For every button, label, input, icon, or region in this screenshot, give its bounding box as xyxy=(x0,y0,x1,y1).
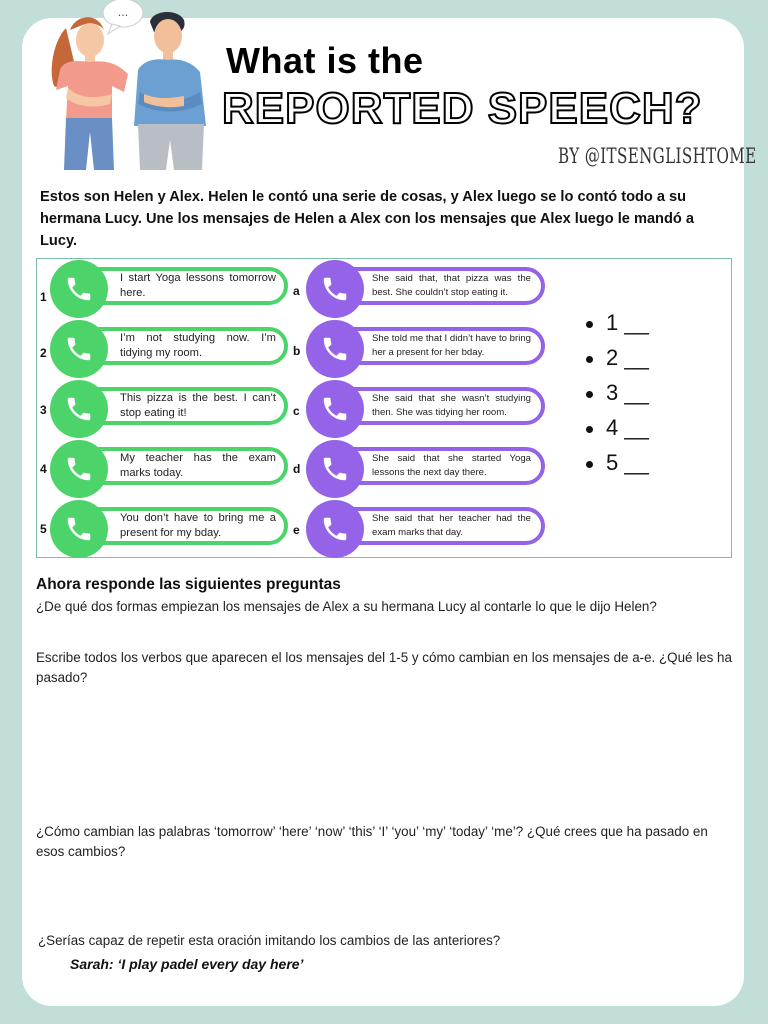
message-letter-d: d xyxy=(293,462,301,476)
message-number-5: 5 xyxy=(40,522,47,536)
alex-message-c: She said that she wasn’t studying then. She was tidying her room. xyxy=(310,387,545,425)
message-letter-a: a xyxy=(293,284,300,298)
message-number-4: 4 xyxy=(40,462,47,476)
bullet-icon xyxy=(586,391,593,398)
phone-icon xyxy=(50,500,108,558)
question-1: ¿De qué dos formas empiezan los mensajes de Alex a su hermana Lucy al contarle lo que le dijo Helen? xyxy=(36,599,657,614)
phone-icon xyxy=(306,380,364,438)
alex-message-e: She said that her teacher had the exam marks that day. xyxy=(310,507,545,545)
phone-icon xyxy=(306,260,364,318)
sarah-sentence: Sarah: ‘I play padel every day here’ xyxy=(70,956,304,972)
page-title-line1: What is the xyxy=(226,40,424,81)
phone-icon xyxy=(306,320,364,378)
helen-message-5: You don’t have to bring me a present for my bday. xyxy=(54,507,288,545)
question-2: Escribe todos los verbos que aparecen el los mensajes del 1-5 y cómo cambian en los mensajes de a-e. ¿Qué les ha pasado? xyxy=(36,650,732,685)
phone-icon xyxy=(50,440,108,498)
message-number-3: 3 xyxy=(40,403,47,417)
intro-paragraph: Estos son Helen y Alex. Helen le contó una serie de cosas, y Alex luego se lo contó todo a su hermana Lucy. Une los mensajes de Helen a Alex con los mensajes que Alex luego le mandó a Lucy. xyxy=(40,189,694,249)
bullet-icon xyxy=(586,426,593,433)
message-letter-e: e xyxy=(293,523,300,537)
helen-message-3: This pizza is the best. I can’t stop eating it! xyxy=(54,387,288,425)
bullet-icon xyxy=(586,461,593,468)
author-byline: BY @ITSENGLISHTOME xyxy=(558,144,757,168)
message-letter-c: c xyxy=(293,404,300,418)
alex-message-a: She said that, that pizza was the best. She couldn’t stop eating it. xyxy=(310,267,545,305)
helen-message-2: I’m not studying now. I’m tidying my room. xyxy=(54,327,288,365)
page-title-line2: REPORTED SPEECH? xyxy=(222,84,703,133)
helen-alex-illustration xyxy=(40,0,220,172)
phone-icon xyxy=(50,380,108,438)
question-4: ¿Serías capaz de repetir esta oración imitando los cambios de las anteriores? xyxy=(38,933,501,948)
alex-message-b: She told me that I didn’t have to bring her a present for her bday. xyxy=(310,327,545,365)
message-number-1: 1 xyxy=(40,290,47,304)
phone-icon xyxy=(50,260,108,318)
message-letter-b: b xyxy=(293,344,301,358)
answer-blank-3[interactable]: 3 __ xyxy=(586,380,649,406)
alex-message-d: She said that she started Yoga lessons the next day there. xyxy=(310,447,545,485)
bullet-icon xyxy=(586,356,593,363)
question-3: ¿Cómo cambian las palabras ‘tomorrow’ ‘here’ ‘now’ ‘this’ ‘I’ ‘you’ ‘my’ ‘today’ ‘me’? ¿Qué crees que ha pasado en esos cambios? xyxy=(36,824,708,859)
answer-blank-1[interactable]: 1 __ xyxy=(586,310,649,336)
answer-blank-4[interactable]: 4 __ xyxy=(586,415,649,441)
phone-icon xyxy=(50,320,108,378)
phone-icon xyxy=(306,440,364,498)
questions-heading: Ahora responde las siguientes preguntas xyxy=(36,576,341,593)
speech-bubble-text: ... xyxy=(117,6,129,19)
bullet-icon xyxy=(586,321,593,328)
helen-message-1: I start Yoga lessons tomorrow here. xyxy=(54,267,288,305)
message-number-2: 2 xyxy=(40,346,47,360)
helen-message-4: My teacher has the exam marks today. xyxy=(54,447,288,485)
phone-icon xyxy=(306,500,364,558)
answer-blank-5[interactable]: 5 __ xyxy=(586,450,649,476)
answer-blank-2[interactable]: 2 __ xyxy=(586,345,649,371)
